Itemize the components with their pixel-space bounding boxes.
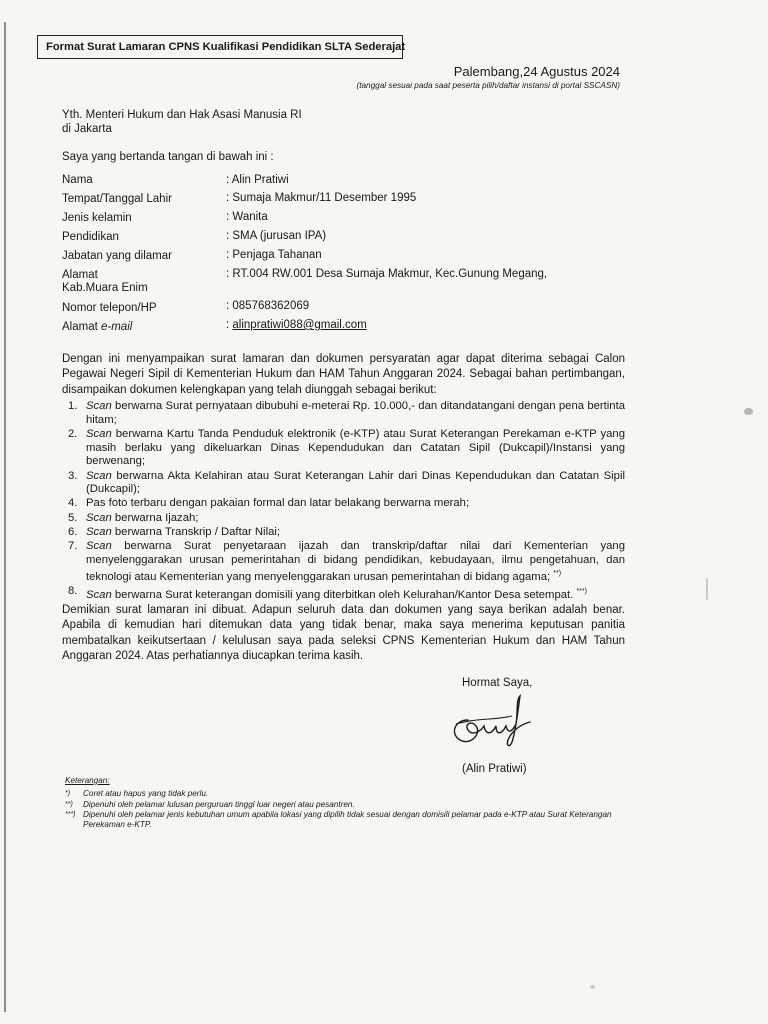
field-label-pendidikan: Pendidikan	[62, 231, 119, 243]
scan-word: Scan	[86, 525, 112, 538]
scan-word: Scan	[86, 511, 112, 524]
list-text: Pas foto terbaru dengan pakaian formal dan latar belakang berwarna merah;	[86, 497, 470, 510]
list-text: berwarna Akta Kelahiran atau Surat Keterangan Lahir dari Dinas Kependudukan dan Catatan Sipil (Dukcapil);	[86, 469, 625, 496]
recipient-city: di Jakarta	[62, 123, 112, 135]
intro-sentence: Saya yang bertanda tangan di bawah ini :	[62, 151, 274, 163]
scan-word: Scan	[86, 589, 112, 602]
list-item	[62, 497, 625, 511]
list-item	[62, 428, 625, 469]
field-label-alamat	[62, 269, 148, 295]
list-text: berwarna Kartu Tanda Penduduk elektronik (e-KTP) atau Surat Keterangan Perekaman e-KTP yang masih berlaku yang dikeluarkan Dinas Kependudukan dan Catatan Sipil (Dukcapil)/Instansi yang berwenang;	[86, 427, 625, 468]
field-value-telepon: : 085768362069	[226, 300, 310, 312]
footnote-row	[65, 800, 635, 810]
closing-paragraph: Demikian surat lamaran ini dibuat. Adapun seluruh data dan dokumen yang saya berikan adalah benar. Apabila di kemudian hari ditemukan data yang tidak benar, maka saya menerima keputusan panitia membatalkan keikutsertaan / kelulusan saya pada seleksi CPNS Kementerian Hukum dan HAM Tahun Anggaran 2024. Atas perhatiannya diucapkan terima kasih.	[62, 604, 625, 662]
list-item	[62, 585, 625, 602]
email-colon: :	[226, 319, 233, 331]
list-number: 4.	[68, 497, 78, 510]
list-text: berwarna Ijazah;	[111, 511, 199, 524]
field-value-jabatan: : Penjaga Tahanan	[226, 249, 322, 261]
list-item	[62, 526, 625, 540]
list-number: 3.	[68, 469, 78, 482]
field-value-pendidikan: : SMA (jurusan IPA)	[226, 230, 327, 242]
footnotes	[65, 776, 635, 830]
field-value-email-row	[226, 319, 367, 331]
footnote-row	[65, 810, 635, 831]
field-value-jenis-kelamin: : Wanita	[226, 211, 268, 223]
scan-word: Scan	[86, 400, 112, 412]
scan-word: Scan	[86, 427, 112, 440]
scan-speck	[590, 985, 595, 989]
field-value-nama: : Alin Pratiwi	[226, 174, 289, 186]
page-edge-shadow	[4, 22, 6, 1012]
list-text: berwarna Transkrip / Daftar Nilai;	[111, 525, 281, 538]
list-item	[62, 470, 625, 497]
date-note: (tanggal sesuai pada saat peserta pilih/daftar instansi di portal SSCASN)	[356, 81, 620, 90]
list-item	[62, 540, 625, 585]
handwritten-signature	[446, 690, 542, 752]
recipient-line: Yth. Menteri Hukum dan Hak Asasi Manusia RI	[62, 109, 302, 121]
recipient-address	[62, 108, 302, 136]
list-text: berwarna Surat keterangan domisili yang diterbitkan oleh Kelurahan/Kantor Desa setempat.	[111, 589, 574, 602]
list-number: 7.	[68, 540, 78, 553]
alamat-label: Alamat	[62, 269, 98, 281]
field-value-ttl: : Sumaja Makmur/11 Desember 1995	[226, 192, 417, 204]
footnotes-header: Keterangan:	[65, 776, 110, 785]
footnote-text: Coret atau hapus yang tidak perlu.	[83, 789, 209, 799]
footnote-marker: **)	[65, 800, 73, 808]
footnote-mark: ***)	[576, 588, 587, 596]
scan-word: Scan	[86, 469, 112, 482]
body-paragraph: Dengan ini menyampaikan surat lamaran dan dokumen persyaratan agar dapat diterima sebagai Calon Pegawai Negeri Sipil di Kementerian Hukum dan HAM Tahun Anggaran 2024. Sebagai bahan pertimbangan, disampaikan dokumen kelengkapan yang telah diunggah sebagai berikut:	[62, 353, 625, 396]
alamat-label-continued: Kab.Muara Enim	[62, 282, 148, 294]
document-title: Format Surat Lamaran CPNS Kualifikasi Pendidikan SLTA Sederajat	[37, 35, 403, 59]
email-label-italic: e-mail	[101, 321, 133, 333]
footnote-row	[65, 789, 635, 799]
list-number: 5.	[68, 511, 78, 524]
footnote-marker: ***)	[65, 810, 76, 818]
field-label-ttl: Tempat/Tanggal Lahir	[62, 193, 172, 205]
list-text: berwarna Surat pernyataan dibubuhi e-meterai Rp. 10.000,- dan ditandatangani dengan pena bertinta hitam;	[86, 400, 625, 426]
field-label-email	[62, 321, 132, 334]
footnote-mark: **)	[553, 570, 562, 578]
list-item	[62, 512, 625, 526]
email-address: alinpratiwi088@gmail.com	[232, 319, 367, 331]
scan-speck	[706, 578, 708, 600]
footnote-marker: *)	[65, 790, 71, 798]
closing-salutation: Hormat Saya,	[462, 677, 533, 689]
field-value-alamat: : RT.004 RW.001 Desa Sumaja Makmur, Kec.Gunung Megang,	[226, 268, 548, 280]
list-number: 2.	[68, 427, 78, 440]
list-item	[62, 400, 625, 427]
email-label-prefix: Alamat	[62, 321, 101, 333]
field-label-jenis-kelamin: Jenis kelamin	[62, 212, 132, 224]
list-number: 1.	[68, 400, 78, 412]
field-label-nama: Nama	[62, 174, 93, 186]
list-text: berwarna Surat penyetaraan ijazah dan transkrip/daftar nilai dari Kementerian yang menyelenggarakan urusan pemerintahan di bidang pendidikan, kebudayaan, ilmu pengetahuan, dan teknologi atau Kementerian yang menyelenggarakan urusan pemerintahan di bidang agama;	[86, 540, 625, 584]
document-list	[62, 400, 625, 603]
list-number: 6.	[68, 525, 78, 538]
signer-name: (Alin Pratiwi)	[462, 763, 527, 775]
scan-speck	[744, 408, 753, 415]
scan-word: Scan	[86, 540, 112, 553]
field-label-telepon: Nomor telepon/HP	[62, 302, 157, 314]
footnote-text: Dipenuhi oleh pelamar lulusan perguruan tinggi luar negeri atau pesantren.	[83, 799, 355, 809]
list-number: 8.	[68, 585, 78, 598]
letter-date: Palembang,24 Agustus 2024	[453, 64, 620, 79]
footnote-text: Dipenuhi oleh pelamar jenis kebutuhan umum apabila lokasi yang dipilih tidak sesuai dengan domisili pelamar pada e-KTP atau Surat Keterangan Perekaman e-KTP.	[83, 809, 612, 830]
field-label-jabatan: Jabatan yang dilamar	[62, 250, 172, 262]
